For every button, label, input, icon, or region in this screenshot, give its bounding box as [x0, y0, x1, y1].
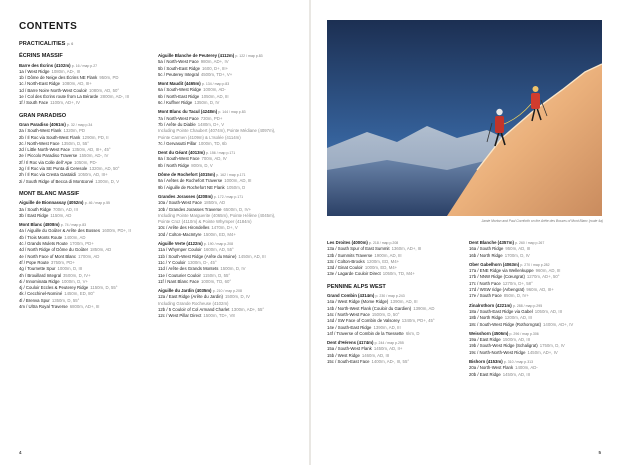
route-note: Including Pointe Chaubert (4074m), Pointe Médiane (4097m), [158, 128, 276, 134]
route-name: 7c / Gervasutti Pillar [158, 140, 197, 146]
contents-title: CONTENTS [19, 21, 78, 32]
route-list-dent-blanche [469, 246, 609, 259]
route-row [158, 279, 298, 285]
peak-name: Aiguille Verte (4122m) [158, 241, 203, 247]
route-grade: 960m, AD, III+ [526, 287, 554, 293]
peak-ref: p. 288 / map p.295 [512, 303, 543, 308]
route-list-aiguille-blanche [158, 59, 298, 78]
route-grade: 2800m, AD-, III [100, 94, 129, 100]
route-list-dent-dherens [327, 346, 462, 365]
right-page [311, 0, 620, 465]
section-heading-gran-paradiso: GRAN PARADISO [19, 112, 67, 119]
route-grade: 1750m, D, IV [539, 343, 565, 349]
route-name: 4m / Ultra Royal Traverse [19, 303, 68, 309]
route-grade: 950m, PD [99, 75, 119, 81]
route-name: 4e / North Face of Mont Blanc [19, 253, 77, 259]
route-grade: 800m, D, V [191, 162, 213, 168]
route-name: 14d / SW Face of Combin de Valsorey [327, 318, 400, 324]
route-grade: 1460m, AD, III [361, 352, 390, 358]
route-list-grand-combin [327, 299, 462, 337]
peak-name: Les Droites (4000m) [327, 240, 368, 245]
route-name: 14c / North-West Face [327, 311, 370, 317]
route-grade: 1450m, AD+, IV [527, 349, 558, 355]
route-grade: 1300m, D, V [95, 178, 120, 184]
route-grade: 1600, D+, III+ [202, 65, 229, 71]
peak-ref: p. 134 / map p.83 [201, 82, 230, 87]
route-grade: 1500m, TD+, V8 [203, 313, 235, 319]
route-list-mont-maudit [158, 87, 298, 106]
route-row [327, 359, 462, 365]
route-row [19, 213, 144, 219]
route-grade: 1360m, AD+, III [391, 246, 422, 252]
route-grade: 1000m, D, V+ [61, 278, 89, 284]
peak-name: Mont Maudit (4465m) [158, 81, 201, 87]
route-grade: 1080m, AD, III+ [62, 81, 92, 87]
route-name: 18b / North Ridge [469, 315, 503, 321]
route-list-jardin-b [158, 307, 298, 320]
route-name: 14a / West Ridge (Mome Ridge) [327, 299, 389, 305]
route-grade: 1480m, D+, V [197, 121, 225, 127]
contents-column-4 [469, 240, 609, 378]
route-name: 2g / Il Roc via SE Punta di Ceresole [19, 166, 88, 172]
route-grade: 1100m, AD+, IV [50, 100, 81, 106]
route-list-tacul [158, 116, 298, 129]
route-row [158, 72, 298, 78]
peak-ref: p. 190 / map p.208 [203, 242, 234, 247]
route-grade: 1050m, D [226, 184, 246, 190]
route-row [158, 100, 298, 106]
photo-caption: Jamie Morton and Paul Cornforth on the Arête des Bosses of Mont Blanc (route 4a) [481, 219, 603, 223]
route-name: 5b / South-East Ridge [158, 65, 201, 71]
route-name: 19a / East Ridge [469, 337, 501, 343]
route-name: 1f / South Face [19, 100, 49, 106]
route-name: 11e / Couturier Couloir [158, 272, 201, 278]
route-list-aiguille-verte [158, 247, 298, 285]
route-name: 13e / Lagarde Couloir Direct [327, 271, 381, 277]
route-name: 4f / Pope Route [19, 259, 49, 265]
route-grade: 1150m, AD [50, 212, 72, 218]
route-name: 4k / Cecchinel-Nominé [19, 291, 63, 297]
peak-ref: p. 218 / map p.208 [369, 241, 399, 245]
route-grade: 1400m, AD [64, 234, 86, 240]
route-grade: 1850m, AD [203, 200, 226, 206]
peak-name: Barre des Écrins (4102m) [19, 62, 71, 68]
route-name: 1c / North-East Ridge [19, 81, 61, 87]
route-grade: 1700m, D, IV [504, 252, 530, 258]
peak-ref: p. 122 / map p.83 [235, 54, 263, 58]
route-list-mont-blanc [19, 228, 144, 310]
route-note: Including Grande Rocheuse (4102m) [158, 300, 229, 306]
route-note: Including Pointe Marguerite (4065m), Pointe Hélène (4045m), [158, 212, 276, 218]
route-grade: 1050m, AD, III [534, 308, 563, 314]
peak-ref: p. 296 / map p.306 [509, 331, 539, 336]
route-name: 2d / Little North-West Face [19, 147, 71, 153]
route-name: 5c / Peuterey Integral [158, 71, 199, 77]
peak-ref: p. 310 / map p.313 [503, 360, 534, 365]
route-row [19, 100, 144, 106]
peak-name: Dent Blanche (4357m) [469, 240, 514, 245]
route-grade: 1350m, AD, III+, 45° [72, 147, 111, 153]
route-grade: 3750m, PD+ [50, 259, 75, 265]
route-grade: 1000m, D, III [57, 266, 83, 272]
peak-name: Mont Blanc (4808m) [19, 222, 60, 228]
route-grade: 1200m, AD, III [504, 315, 532, 321]
route-name: 4c / Grands Mulets Route [19, 241, 68, 247]
route-name: 8b / North Ridge [158, 162, 190, 168]
route-name: 2a / South-West Flank [19, 128, 62, 134]
route-name: 10a / South-West Face [158, 200, 202, 206]
peak-ref: p. 46 / map p.55 [84, 201, 110, 206]
route-name: 18a / South-East Ridge via Gabel [469, 308, 533, 314]
route-grade: 6500m, D, IV+ [223, 206, 252, 212]
route-row [158, 313, 298, 319]
route-grade: 1270m, D+, 58° [502, 280, 533, 286]
route-grade: 1400m, AD- [515, 365, 538, 371]
route-list-bishorn [469, 365, 609, 378]
peak-ref: p. 32 / map p.34 [67, 122, 93, 127]
contents-column-1 [19, 41, 144, 310]
route-grade: 1700m, AD [78, 253, 100, 259]
left-page [0, 0, 309, 465]
route-grade: 950m, AD, III [505, 246, 531, 252]
route-row [469, 253, 609, 259]
route-list-jorasses-b [158, 225, 298, 238]
route-list-gran-paradiso [19, 128, 144, 185]
route-name: 1d / Barre Noire North-West Couloir [19, 87, 87, 93]
peak-ref: p. 162 / map p.171 [216, 173, 246, 178]
route-row [158, 185, 298, 191]
route-name: 11d / Arête des Grands Montets [158, 266, 219, 272]
route-name: 3a / South Ridge [19, 206, 52, 212]
route-name: 19c / North-North-West Ridge [469, 349, 526, 355]
route-name: 2h / Il Roc via Cresta Gastaldi [19, 172, 76, 178]
peak-ref: p. 156 / map p.171 [206, 151, 236, 156]
route-name: 2i / South Ridge of Becca di Montcorvé [19, 178, 94, 184]
route-name: 17a / ENE Ridge via Wellenkuppe [469, 268, 534, 274]
route-grade: 1350m, D, IV [194, 100, 220, 106]
route-name: 15c / South-East Face [327, 359, 370, 365]
peak-name: Gran Paradiso (4061m) [19, 121, 66, 127]
route-name: 11b / South-West Ridge (Arête du Moine) [158, 253, 237, 259]
route-name: 19b / South-West Ridge (Schaligrat) [469, 343, 538, 349]
route-grade: 1290m, PD, II [82, 134, 109, 140]
route-name: 18c / South-West Ridge (Rothorngrat) [469, 321, 542, 327]
route-grade: 1500m, D, 50° [371, 311, 400, 317]
peak-name: Dent d'Hérens (4174m) [327, 340, 374, 346]
route-grade: 1200m, ED, M4+ [366, 258, 400, 264]
page-number-left: 4 [19, 450, 22, 455]
route-name: 1a / West Ridge [19, 68, 50, 74]
route-grade: 1700m, PD+ [69, 241, 94, 247]
route-grade: 700m, AD, III [53, 206, 78, 212]
route-grade: 1000m, ED, M4+ [364, 265, 398, 271]
route-name: 2e / Piccolo Paradiso Traverse [19, 153, 78, 159]
route-grade: 1500m, D, IV [224, 294, 251, 300]
contents-column-2 [158, 53, 298, 320]
route-name: 6a / South-West Ridge [158, 87, 202, 93]
peak-name: Grandes Jorasses (4208m) [158, 193, 213, 199]
route-grade: 1050m, AD, III [201, 93, 229, 99]
route-row [469, 372, 609, 378]
route-list-tacul-b [158, 141, 298, 147]
route-grade: 1850m, AD [90, 247, 112, 253]
route-name: 6b / North-East Ridge [158, 93, 200, 99]
route-name: 6c / Kuffner Ridge [158, 100, 193, 106]
route-list-ecrins [19, 69, 144, 107]
peak-ref: p. 244 / map p.255 [374, 341, 404, 346]
route-row [158, 232, 298, 238]
route-name: 4b / Trois Monts Route [19, 234, 63, 240]
route-grade: 1300m, AD+, 55° [231, 306, 265, 312]
route-grade: 1000m, TD, 60° [201, 278, 232, 284]
route-grade: 1150m, D, 55° [90, 285, 118, 291]
route-name: 12a / East Ridge (Arête du Jardin) [158, 294, 223, 300]
route-name: 4h / Brouillard Integral [19, 272, 62, 278]
route-name: 4j / Couloir Eccles & Peuterey Ridge [19, 285, 89, 291]
route-name: 7a / North-West Face [158, 115, 199, 121]
mountaineers-photo [327, 20, 602, 216]
route-list-dent-du-geant [158, 156, 298, 169]
route-grade: 1350m, D, 55° [61, 140, 90, 146]
route-name: 17c / North Face [469, 280, 501, 286]
route-name: 9b / Aiguille de Rochefort NE Flank [158, 184, 225, 190]
route-grade: 1080m, AD, 50° [88, 87, 120, 93]
cover-photo [327, 20, 602, 216]
route-grade: 980m, AD+, IV [200, 59, 229, 65]
peak-ref: p. 270 / map p.282 [520, 262, 550, 267]
route-list-ober-gabelhorn [469, 268, 609, 299]
route-grade: 1550m, AD-, IV [79, 153, 109, 159]
route-grade: 6800m, AD+, III [69, 303, 100, 309]
route-name: 4g / Tournette Spur [19, 266, 56, 272]
route-name: 13d / Ginat Couloir [327, 265, 363, 271]
peak-ref: p. 260 / map p.267 [515, 241, 545, 245]
route-grade: 1050m, TD, M4+ [382, 271, 415, 277]
route-name: 3b / East Ridge [19, 212, 49, 218]
peak-name: Dôme de Rochefort (4015m) [158, 172, 216, 178]
route-grade: 700m, AD, IV [201, 156, 227, 162]
route-grade: 1400m, AD+, IV [543, 321, 574, 327]
peak-name: Bishorn (4153m) [469, 359, 503, 365]
route-name: 4d / North Ridge of Dôme du Goûter [19, 247, 89, 253]
route-grade: 1450m, AD, III [238, 253, 266, 259]
route-list-rochefort [158, 178, 298, 191]
route-grade: 1320m, PD [63, 128, 85, 134]
route-list-jorasses [158, 200, 298, 213]
route-name: 20a / North-West Flank [469, 365, 514, 371]
peak-ref: p. 172 / map p.171 [213, 194, 244, 199]
route-grade: 730m, PD+ [200, 115, 223, 121]
route-name: 10b / Grandes Jorasses Traverse [158, 206, 222, 212]
route-name: 20b / East Ridge [469, 371, 501, 377]
route-row [327, 271, 462, 277]
route-row [469, 322, 609, 328]
route-name: 15a / South-West Flank [327, 346, 372, 352]
route-name: 9a / Arêtes de Rochefort Traverse [158, 178, 223, 184]
route-name: 4l / Brenva Spur [19, 297, 50, 303]
route-name: 2f / Il Roc via Colle dell' Ape [19, 159, 73, 165]
section-heading-ecrins: ÉCRINS MASSIF [19, 53, 63, 60]
route-grade: 1500m, AD, III [502, 337, 531, 343]
route-grade: 1320m, AD, 50° [89, 166, 120, 172]
route-name: 2b / Il Roc via South-West Flank [19, 134, 81, 140]
section-heading-pennine-alps: PENNINE ALPS WEST [327, 283, 386, 290]
route-name: 1e / Col des Écrins route from La Bérarde [19, 94, 99, 100]
route-name: 16a / South Ridge [469, 246, 504, 252]
route-row [158, 141, 298, 147]
page-number-right: 5 [598, 450, 601, 455]
route-name: 14b / North-West Flank (Couloir du Gardien) [327, 305, 412, 311]
route-name: 17b / NNW Ridge (Cœurgrat) [469, 274, 525, 280]
route-name: 11c / Y Couloir [158, 259, 186, 265]
route-name: 11a / Whymper Couloir [158, 247, 202, 253]
route-grade: 3500m, D, IV+ [63, 272, 91, 278]
route-row [469, 350, 609, 356]
route-grade: 1000m, TD, 6b [198, 140, 227, 146]
route-grade: 1450m, AD, III [502, 371, 531, 377]
route-list-bionnassay [19, 207, 144, 220]
route-grade: 850m, D, IV+ [503, 293, 529, 299]
peak-name: Mont Blanc du Tacul (4248m) [158, 109, 218, 115]
peak-ref: p. 210 / map p.208 [212, 289, 242, 294]
peak-ref: p. 144 / map p.83 [218, 110, 246, 115]
route-grade: 1470m, D+, V [211, 225, 238, 231]
route-name: 2c / North-West Face [19, 140, 60, 146]
route-name: 5a / North-West Face [158, 59, 199, 65]
route-grade: 1450m, ED, 80° [64, 291, 95, 297]
section-heading-mont-blanc: MONT BLANC MASSIF [19, 190, 80, 197]
peak-ref: p. 16 / map p.27 [71, 63, 98, 68]
route-name: 4a / Aiguille du Goûter & Arête des Bosses [19, 228, 100, 234]
route-row [19, 304, 144, 310]
route-grade: 1500m, D, IV [220, 266, 246, 272]
route-name: 13c / Colton-Brooks [327, 258, 365, 264]
route-grade: 1500m, ED, M4+ [203, 231, 236, 237]
route-grade: 1400m, AD-, III, 55° [371, 359, 410, 365]
route-name: 13b / Summits Traverse [327, 252, 373, 258]
contents-column-3 [327, 240, 462, 365]
peak-ref: p. 74 / map p.83 [60, 223, 87, 228]
practicalities-label: PRACTICALITIES [19, 41, 66, 47]
note-list-tacul [158, 128, 298, 141]
route-grade: 1150m, D, 55° [202, 272, 231, 278]
peak-name: Aiguille de Bionnassay (4052m) [19, 200, 84, 206]
route-grade: 1450m, AD, II+ [373, 346, 403, 352]
route-grade: 1600m, PD+, II [101, 228, 131, 234]
peak-name: Aiguille du Jardin (4035m) [158, 288, 212, 294]
route-grade: 1050m, AD, III+ [77, 172, 108, 178]
peak-name: Aiguille Blanche de Peuterey (4112m) [158, 53, 235, 58]
route-grade: 1000m, AD, III [224, 178, 252, 184]
practicalities-page: p. 6 [67, 42, 74, 46]
route-list-zinalrothorn [469, 309, 609, 328]
route-grade: 1390m, AD [413, 305, 435, 311]
route-name: 17d / WSW ridge (Arbengrat) [469, 287, 525, 293]
peak-name: Ober Gabelhorn (4063m) [469, 261, 520, 267]
route-row [469, 293, 609, 299]
route-grade: 1600m, AD, 55° [203, 247, 234, 253]
route-name: 16b / North Ridge [469, 252, 503, 258]
route-grade: 960m, AD, III [535, 268, 561, 274]
route-list-weisshorn [469, 337, 609, 356]
route-name: 15b / West Ridge [327, 352, 360, 358]
route-name: 14e / South-East Ridge [327, 324, 372, 330]
peak-name: Dent du Géant (4013m) [158, 150, 205, 156]
route-row [19, 179, 144, 185]
route-grade: 1390m, AD, III [390, 299, 418, 305]
route-grade: 1050m, PD- [74, 159, 98, 165]
route-grade: 1000m, AD- [203, 87, 226, 93]
route-name: 12c / West Pillar Direct [158, 313, 202, 319]
route-grade: 1300m, D-, 45° [187, 259, 217, 265]
route-name: 17e / South Face [469, 293, 502, 299]
peak-name: Weisshorn (4506m) [469, 330, 509, 336]
peak-name: Grand Combin (4314m) [327, 293, 375, 299]
route-grade: 1080m, AD-, III [51, 68, 81, 74]
peak-ref: p. 230 / map p.243 [375, 294, 405, 299]
route-name: 13a / South Spur of East Summit [327, 246, 390, 252]
route-row [158, 163, 298, 169]
route-grade: 1350m, D, 55° [51, 297, 80, 303]
route-note: Pointe Croz (4110m) & Pointe Whymper (4184m) [158, 219, 252, 225]
route-name: 11f / Nant Blanc Face [158, 278, 200, 284]
route-grade: 1340m, PD+, 45° [401, 318, 435, 324]
route-name: 10d / Colton-MacIntyre [158, 231, 202, 237]
route-grade: 4500m, TD+, V+ [200, 71, 233, 77]
route-grade: 1270m, AD+, 50° [526, 274, 560, 280]
route-list-les-droites [327, 246, 462, 277]
route-name: 7b / Arête du Diable [158, 121, 196, 127]
route-name: 4i / Innominata Ridge [19, 278, 60, 284]
note-list-jorasses [158, 213, 298, 226]
route-grade: 1900m, AD, III [374, 252, 402, 258]
route-grade: 6km, D [405, 330, 420, 336]
route-name: 1b / Dôme de Neige des Écrins NE Flank [19, 75, 98, 81]
route-row [327, 331, 462, 337]
route-name: 14f / Traverse of Combin de la Tsessette [327, 330, 404, 336]
route-name: 12b / 5 Couloir of Col Armand Charlet [158, 306, 230, 312]
peak-name: Zinalrothorn (4221m) [469, 302, 512, 308]
route-name: 10c / Arête des Hirondelles [158, 225, 210, 231]
route-name: 8a / South-West Face [158, 156, 200, 162]
practicalities-heading [19, 41, 144, 47]
route-note: Pointe Carmen (4109m) & L'Isolée (4114m) [158, 134, 241, 140]
route-grade: 1390m, AD, III [373, 324, 401, 330]
